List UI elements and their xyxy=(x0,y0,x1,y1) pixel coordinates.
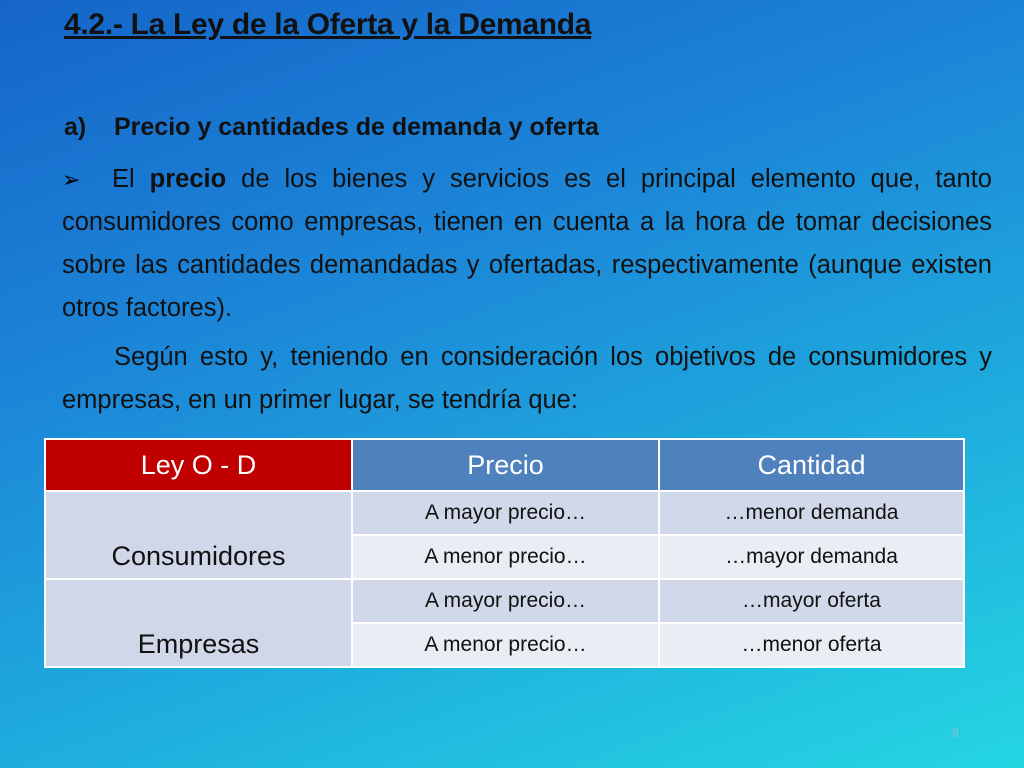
page-number: 9 xyxy=(952,726,959,740)
subheading-letter: a) xyxy=(64,113,87,141)
group-label: Consumidores xyxy=(111,540,286,571)
table-cell-precio: A mayor precio… xyxy=(352,579,659,623)
table-cell-precio: A menor precio… xyxy=(352,623,659,667)
slide-title: 4.2.- La Ley de la Oferta y la Demanda xyxy=(64,8,592,41)
table-cell-precio: A mayor precio… xyxy=(352,491,659,535)
paragraph1-before: El xyxy=(112,165,150,193)
arrow-bullet-icon: ➢ xyxy=(62,167,81,192)
table-cell-cantidad: …menor demanda xyxy=(659,491,964,535)
group-empresas xyxy=(45,579,352,667)
group-consumidores xyxy=(45,491,352,579)
table-header-row xyxy=(45,439,964,491)
subheading-text: Precio y cantidades de demanda y oferta xyxy=(114,113,599,141)
paragraph2-text: Según esto y, teniendo en consideración los objetivos de consumidores y empresas, en un primer lugar, se tendría que: xyxy=(62,343,992,414)
table-cell-cantidad: …mayor demanda xyxy=(659,535,964,579)
table-row xyxy=(45,491,964,535)
table-cell-precio: A menor precio… xyxy=(352,535,659,579)
subheading xyxy=(64,113,599,142)
table-row xyxy=(45,579,964,623)
paragraph-segun xyxy=(62,336,992,422)
paragraph-precio xyxy=(62,158,992,330)
table-cell-cantidad: …menor oferta xyxy=(659,623,964,667)
header-cantidad: Cantidad xyxy=(659,439,964,491)
header-precio: Precio xyxy=(352,439,659,491)
header-ley: Ley O - D xyxy=(45,439,352,491)
group-label: Empresas xyxy=(137,628,260,659)
oferta-demanda-table xyxy=(44,438,965,668)
paragraph1-after: de los bienes y servicios es el principal elemento que, tanto consumidores como empresas, tienen en cuenta a la hora de tomar decisiones sobre las cantidades demandadas y ofertadas, respectivamente (aunque existen otros factores). xyxy=(62,165,992,322)
table-cell-cantidad: …mayor oferta xyxy=(659,579,964,623)
paragraph1-bold: precio xyxy=(149,165,227,193)
